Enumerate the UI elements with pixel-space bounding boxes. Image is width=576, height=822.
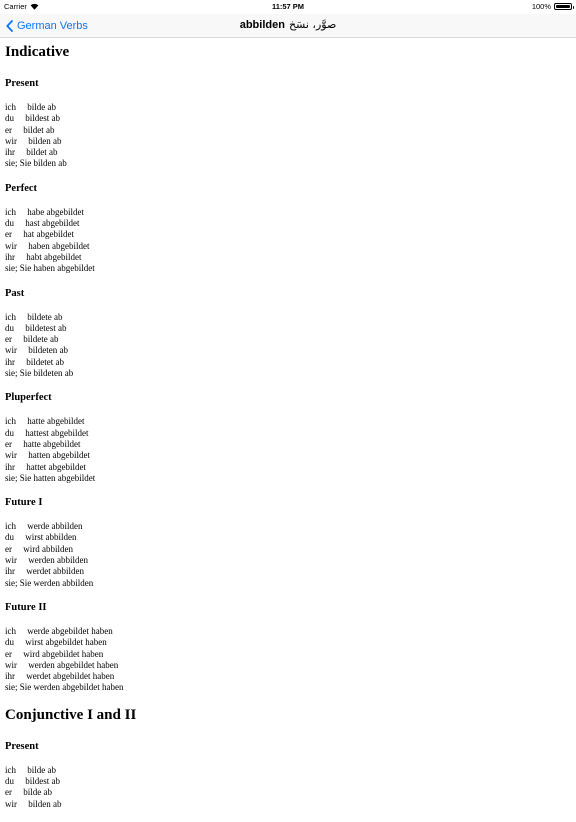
pronoun: ihr xyxy=(5,147,15,158)
pronoun-separator xyxy=(14,428,25,438)
conjugation-row xyxy=(5,578,565,589)
pronoun: er xyxy=(5,787,12,798)
verb-form: hatte abgebildet xyxy=(23,438,81,449)
verb-form: bildest ab xyxy=(25,775,60,786)
conjugation-row xyxy=(5,473,565,484)
verb-form: hattest abgebildet xyxy=(25,427,89,438)
pronoun: ich xyxy=(5,416,16,427)
pronoun: du xyxy=(5,637,14,648)
verb-form: bildete ab xyxy=(23,334,59,345)
verb-form: hatten abgebildet xyxy=(33,472,96,483)
conjugation-content xyxy=(5,40,565,822)
conjugation-list xyxy=(5,765,565,810)
tense-heading: Present xyxy=(5,78,39,89)
mood-heading: Conjunctive I and II xyxy=(5,706,137,723)
pronoun: ich xyxy=(5,521,16,532)
conjugation-row xyxy=(5,241,565,252)
verb-form: werden abbilden xyxy=(28,555,88,566)
pronoun: wir xyxy=(5,135,17,146)
pronoun: ich xyxy=(5,102,16,112)
pronoun-separator xyxy=(17,136,28,146)
conjugation-row xyxy=(5,682,565,693)
conjugation-row xyxy=(5,799,565,810)
conjugation-row xyxy=(5,416,565,427)
pronoun-separator xyxy=(12,125,23,135)
tense-heading: Present xyxy=(5,740,39,752)
pronoun: du xyxy=(5,532,14,543)
conjugation-list xyxy=(5,626,565,694)
verb-form: hatte abgebildet xyxy=(27,416,85,427)
conjugation-row xyxy=(5,252,565,263)
page-title-arabic: صوَّر، نسَخ xyxy=(288,18,337,31)
pronoun-separator xyxy=(17,241,28,251)
pronoun: du xyxy=(5,322,14,333)
pronoun: ich xyxy=(5,764,16,775)
conjugation-row xyxy=(5,147,565,158)
verb-form: bildet ab xyxy=(23,124,55,135)
conjugation-list xyxy=(5,102,565,170)
battery-percent: 100% xyxy=(531,2,551,11)
verb-form: werdet abgebildet haben xyxy=(26,671,115,682)
conjugation-row xyxy=(5,765,565,776)
pronoun: wir xyxy=(5,345,17,356)
conjugation-row xyxy=(5,462,565,473)
pronoun: er xyxy=(5,438,12,449)
conjugation-row xyxy=(5,649,565,660)
pronoun-separator xyxy=(16,312,27,322)
pronoun: sie; Sie xyxy=(5,368,32,379)
verb-form: hat abgebildet xyxy=(23,229,74,240)
conjugation-row xyxy=(5,532,565,543)
conjugation-row xyxy=(5,229,565,240)
verb-form: bildest ab xyxy=(25,113,60,124)
pronoun-separator xyxy=(14,218,25,228)
pronoun: ihr xyxy=(5,251,15,262)
conjugation-list xyxy=(5,416,565,484)
pronoun-separator xyxy=(17,450,28,460)
pronoun: er xyxy=(5,229,12,240)
pronoun-separator xyxy=(12,334,23,344)
pronoun: er xyxy=(5,334,12,345)
conjugation-row xyxy=(5,626,565,637)
pronoun-separator xyxy=(16,521,27,531)
verb-form: bildete ab xyxy=(27,311,63,322)
pronoun-separator xyxy=(14,323,25,333)
battery-fill xyxy=(556,5,570,8)
verb-form: werden abbilden xyxy=(33,577,94,588)
pronoun: du xyxy=(5,113,14,124)
status-time: 11:57 PM xyxy=(271,2,305,11)
verb-form: werden abgebildet haben xyxy=(28,659,119,670)
pronoun-separator xyxy=(14,113,25,123)
pronoun: wir xyxy=(5,798,17,809)
back-button-label: German Verbs xyxy=(17,19,88,32)
conjugation-row xyxy=(5,125,565,136)
pronoun-separator xyxy=(16,102,27,112)
conjugation-row xyxy=(5,428,565,439)
conjugation-list xyxy=(5,207,565,275)
conjugation-row xyxy=(5,102,565,113)
pronoun-separator xyxy=(14,532,25,542)
pronoun: er xyxy=(5,124,12,135)
carrier-label: Carrier xyxy=(4,2,27,11)
conjugation-row xyxy=(5,357,565,368)
pronoun-separator xyxy=(12,649,23,659)
pronoun-separator xyxy=(12,544,23,554)
conjugation-list xyxy=(5,312,565,380)
conjugation-row xyxy=(5,544,565,555)
verb-form: hast abgebildet xyxy=(25,218,80,229)
verb-form: werdet abbilden xyxy=(26,566,84,577)
pronoun: du xyxy=(5,427,14,438)
battery-indicator xyxy=(532,2,572,11)
pronoun-separator xyxy=(12,229,23,239)
pronoun-separator xyxy=(17,799,28,809)
verb-form: hattet abgebildet xyxy=(26,461,86,472)
verb-form: bilden ab xyxy=(28,135,62,146)
pronoun-separator xyxy=(12,439,23,449)
tense-heading: Past xyxy=(5,287,25,299)
conjugation-row xyxy=(5,439,565,450)
conjugation-row xyxy=(5,323,565,334)
verb-form: werden abgebildet haben xyxy=(33,682,124,693)
verb-form: wird abbilden xyxy=(23,543,73,554)
pronoun-separator xyxy=(14,776,25,786)
pronoun: ihr xyxy=(5,356,15,367)
pronoun: sie; Sie xyxy=(5,472,32,483)
conjugation-row xyxy=(5,263,565,274)
pronoun: er xyxy=(5,543,12,554)
pronoun-separator xyxy=(15,671,26,681)
pronoun: wir xyxy=(5,450,17,461)
verb-form: werde abbilden xyxy=(27,521,83,532)
conjugation-row xyxy=(5,218,565,229)
verb-form: bildeten ab xyxy=(33,368,74,379)
pronoun: wir xyxy=(5,240,17,251)
verb-form: bildetest ab xyxy=(25,322,67,333)
pronoun-separator xyxy=(16,207,27,217)
pronoun: du xyxy=(5,775,14,786)
pronoun: ich xyxy=(5,311,16,322)
conjugation-row xyxy=(5,555,565,566)
conjugation-row xyxy=(5,450,565,461)
pronoun-separator xyxy=(12,787,23,797)
verb-form: wirst abbilden xyxy=(25,532,77,543)
pronoun: sie; Sie xyxy=(5,158,32,169)
conjugation-row xyxy=(5,637,565,648)
verb-form: bilde ab xyxy=(27,764,56,775)
pronoun-separator xyxy=(17,345,28,355)
pronoun-separator xyxy=(16,416,27,426)
pronoun-separator xyxy=(15,357,26,367)
conjugation-row xyxy=(5,312,565,323)
verb-form: hatten abgebildet xyxy=(28,450,90,461)
pronoun-separator xyxy=(15,462,26,472)
verb-form: bilde ab xyxy=(27,102,56,112)
conjugation-row xyxy=(5,566,565,577)
pronoun-separator xyxy=(16,626,27,636)
verb-form: habe abgebildet xyxy=(27,206,84,217)
pronoun: ihr xyxy=(5,461,15,472)
conjugation-row xyxy=(5,671,565,682)
verb-form: haben abgebildet xyxy=(33,263,95,274)
pronoun-separator xyxy=(17,660,28,670)
verb-form: werde abgebildet haben xyxy=(27,625,113,636)
pronoun: sie; Sie xyxy=(5,682,32,693)
verb-form: bilde ab xyxy=(23,787,52,798)
verb-form: bildetet ab xyxy=(26,356,64,367)
verb-form: bildeten ab xyxy=(28,345,68,356)
conjugation-row xyxy=(5,345,565,356)
pronoun: wir xyxy=(5,659,17,670)
pronoun: ihr xyxy=(5,566,15,577)
tense-heading: Future I xyxy=(5,497,43,509)
pronoun: er xyxy=(5,648,12,659)
verb-form: wirst abgebildet haben xyxy=(25,637,107,648)
pronoun: sie; Sie xyxy=(5,577,32,588)
conjugation-row xyxy=(5,787,565,798)
conjugation-row xyxy=(5,368,565,379)
pronoun: ich xyxy=(5,625,16,636)
tense-heading: Perfect xyxy=(5,182,38,194)
verb-form: habt abgebildet xyxy=(26,251,82,262)
conjugation-row xyxy=(5,113,565,124)
pronoun-separator xyxy=(15,252,26,262)
page-title xyxy=(0,18,576,31)
pronoun: ihr xyxy=(5,671,15,682)
page-title-verb: abbilden xyxy=(239,19,285,31)
pronoun-separator xyxy=(16,765,27,775)
navigation-bar xyxy=(0,14,576,38)
tense-heading: Future II xyxy=(5,601,47,613)
conjugation-list xyxy=(5,521,565,589)
pronoun-separator xyxy=(15,147,26,157)
conjugation-row xyxy=(5,158,565,169)
tense-heading: Pluperfect xyxy=(5,392,52,404)
conjugation-row xyxy=(5,334,565,345)
pronoun-separator xyxy=(15,566,26,576)
verb-form: haben abgebildet xyxy=(28,240,90,251)
battery-icon xyxy=(554,3,572,10)
conjugation-row xyxy=(5,776,565,787)
pronoun: du xyxy=(5,218,14,229)
pronoun: sie; Sie xyxy=(5,263,32,274)
pronoun-separator xyxy=(14,637,25,647)
verb-form: wird abgebildet haben xyxy=(23,648,104,659)
pronoun: ich xyxy=(5,206,16,217)
verb-form: bilden ab xyxy=(33,158,67,169)
conjugation-row xyxy=(5,136,565,147)
verb-form: bilden ab xyxy=(28,798,62,809)
pronoun-separator xyxy=(17,555,28,565)
conjugation-row xyxy=(5,660,565,671)
verb-form: bildet ab xyxy=(26,147,58,158)
conjugation-row xyxy=(5,521,565,532)
status-bar xyxy=(0,0,576,14)
conjugation-row xyxy=(5,207,565,218)
pronoun: wir xyxy=(5,555,17,566)
mood-heading: Indicative xyxy=(5,44,70,60)
